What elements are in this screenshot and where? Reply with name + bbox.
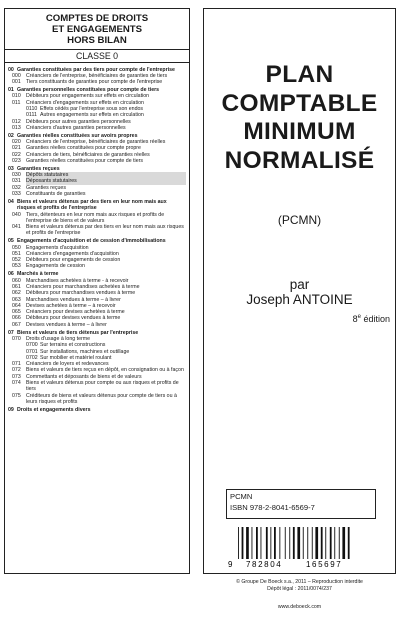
barcode-graphic — [226, 525, 376, 569]
account-label: Engagements de cession — [26, 263, 85, 270]
barcode-bar — [330, 527, 332, 559]
account-label: Sur installations, machines et outillage — [40, 348, 130, 355]
header-line: COMPTES DE DROITS — [45, 13, 149, 24]
by-label: par — [289, 277, 310, 292]
account-code: 041 — [12, 224, 21, 231]
account-label: Tiers, détenteurs en leur nom mais aux risques et profits de l'entreprise de biens et de valeurs — [26, 211, 165, 224]
account-code: 061 — [12, 283, 21, 290]
account-label: Débiteurs pour engagements de cession — [26, 257, 121, 264]
account-label: Créanciers de loyers et redevances — [26, 361, 109, 368]
header-line: HORS BILAN — [67, 35, 127, 46]
account-code: 06 — [8, 271, 14, 278]
account-label: Créanciers de tiers, bénéficiaires de garanties réelles — [26, 151, 150, 158]
account-label: Sur terrains et constructions — [40, 342, 106, 349]
account-label: Déposants statutaires — [26, 178, 186, 184]
account-label: Biens et valeurs détenus par des tiers en leur nom mais aux risques et profits de l'entreprise — [26, 224, 184, 237]
account-label: Garanties personnelles constituées pour compte de tiers — [17, 87, 160, 94]
account-code: 067 — [12, 321, 21, 328]
account-code: 051 — [12, 250, 21, 257]
account-code: 020 — [12, 139, 21, 146]
account-code: 066 — [12, 315, 21, 322]
account-code: 073 — [12, 373, 21, 380]
account-label: Engagements d'acquisition et de cession d'immobilisations — [17, 238, 166, 245]
account-code: 023 — [12, 157, 21, 164]
account-code: 02 — [8, 132, 14, 139]
account-label: Marchandises vendues à terme – à livrer — [26, 296, 121, 303]
barcode-bar — [297, 527, 300, 559]
account-code: 01 — [8, 87, 14, 94]
class-label: CLASSE 0 — [5, 50, 189, 63]
account-code: 0111 — [26, 112, 37, 119]
copyright-notice — [203, 579, 396, 592]
account-label: Créanciers de l'entreprise, bénéficiaires de garanties réelles — [26, 139, 166, 146]
barcode-bar — [256, 527, 258, 559]
barcode-bar — [325, 527, 326, 559]
account-code: 001 — [12, 79, 21, 86]
account-entry — [8, 125, 186, 131]
account-code: 063 — [12, 296, 21, 303]
copyright-line: © Groupe De Boeck s.a., 2011 – Reproduction interdite — [236, 579, 363, 585]
isbn-box — [226, 489, 376, 519]
account-label: Biens et valeurs de tiers reçus en dépôt, en consignation ou à façon — [26, 367, 184, 374]
account-label: Commettants et déposants de biens et de valeurs — [26, 373, 142, 380]
barcode-bar — [321, 527, 323, 559]
account-label: Créditeurs de biens et valeurs détenus pour compte de tiers ou à leurs risques et profits — [26, 392, 177, 405]
account-label: Sur mobilier et matériel roulant — [40, 354, 112, 361]
account-code: 03 — [8, 165, 14, 172]
account-label: Biens et valeurs détenus par des tiers en leur nom mais aux risques et profits de l'entreprise — [17, 198, 167, 212]
account-label: Biens et valeurs détenus pour compte ou aux risques et profits de tiers — [26, 380, 179, 393]
barcode-digits-left: 782804 — [246, 560, 283, 569]
barcode-bar — [246, 527, 249, 559]
account-label: Devises vendues à terme – à livrer — [26, 321, 107, 328]
account-label: Garanties réelles constituées pour compte propre — [26, 145, 141, 152]
account-label: Garanties réelles constituées pour compte de tiers — [26, 157, 144, 164]
edition-label — [262, 314, 390, 324]
account-code: 031 — [12, 178, 21, 185]
account-label: Créanciers pour marchandises achetées à terme — [26, 283, 140, 290]
account-label: Marchandises achetées à terme - à recevoir — [26, 277, 129, 284]
account-label: Marchés à terme — [17, 271, 59, 278]
account-label: Garanties reçues — [26, 184, 66, 191]
account-entry — [8, 199, 186, 212]
barcode-digit-first: 9 — [228, 560, 233, 569]
barcode-bar — [293, 527, 295, 559]
account-code: 050 — [12, 244, 21, 251]
account-label: Garanties constituées par des tiers pour compte de l'entreprise — [17, 66, 175, 73]
account-code: 05 — [8, 238, 14, 245]
barcode-bar — [261, 527, 262, 559]
account-label: Créanciers d'engagements d'acquisition — [26, 250, 119, 257]
account-label: Droits et engagements divers — [17, 406, 91, 413]
account-entry — [8, 191, 186, 197]
barcode — [226, 525, 376, 569]
account-code: 032 — [12, 184, 21, 191]
account-code: 060 — [12, 277, 21, 284]
account-code: 074 — [12, 380, 21, 386]
account-code: 071 — [12, 361, 21, 368]
edition-text: édition — [360, 314, 390, 324]
account-code: 022 — [12, 151, 21, 158]
barcode-bar — [274, 527, 276, 559]
barcode-bar — [285, 527, 286, 559]
account-code: 053 — [12, 263, 21, 270]
account-entry — [8, 380, 186, 393]
author-name: Joseph ANTOINE — [246, 292, 353, 307]
barcode-bar — [312, 527, 313, 559]
account-label: Débiteurs pour engagements sur effets en circulation — [26, 93, 150, 100]
account-code: 0700 — [26, 342, 38, 349]
account-entry — [8, 322, 186, 328]
account-label: Droits d'usage à long terme — [26, 335, 91, 342]
account-code: 062 — [12, 290, 21, 297]
barcode-bar — [266, 527, 268, 559]
account-entry — [8, 393, 186, 406]
account-label: Devises achetées à terme – à recevoir — [26, 302, 116, 309]
isbn-label: PCMN — [230, 492, 253, 501]
barcode-bar — [339, 527, 340, 559]
account-code: 000 — [12, 72, 21, 79]
account-list — [5, 63, 189, 413]
account-code: 011 — [12, 99, 21, 106]
account-label: Tiers constituants de garanties pour compte de l'entreprise — [26, 79, 163, 86]
account-code: 012 — [12, 118, 21, 125]
account-label: Débiteurs pour devises vendues à terme — [26, 315, 121, 322]
barcode-bar — [270, 527, 271, 559]
account-entry — [8, 158, 186, 164]
account-entry — [8, 263, 186, 269]
barcode-digits-right: 165697 — [306, 560, 343, 569]
barcode-bar — [238, 527, 239, 559]
account-code: 0701 — [26, 348, 38, 355]
account-code: 013 — [12, 124, 21, 131]
account-code: 09 — [8, 406, 14, 413]
account-label: Engagements d'acquisition — [26, 244, 89, 251]
account-code: 030 — [12, 172, 21, 179]
subtitle-acronym: (PCMN) — [277, 213, 322, 227]
account-entry — [8, 224, 186, 237]
account-entry — [8, 212, 186, 225]
publisher-website: www.deboeck.com — [277, 604, 322, 610]
barcode-bar — [334, 527, 335, 559]
account-label: Débiteurs pour marchandises vendues à terme — [26, 290, 136, 297]
account-code: 010 — [12, 93, 21, 100]
barcode-bar — [348, 527, 350, 559]
account-code: 07 — [8, 329, 14, 336]
account-label: Créanciers d'autres garanties personnelles — [26, 124, 126, 131]
account-label: Créanciers de l'entreprise, bénéficiaires de garanties de tiers — [26, 72, 168, 79]
title-line: PLAN — [265, 61, 334, 88]
edition-number: 8 — [352, 314, 358, 324]
barcode-bar — [315, 527, 318, 559]
book-title — [204, 61, 395, 175]
legal-deposit-line: Dépôt légal : 2011/0074/237 — [267, 585, 332, 592]
account-code: 070 — [12, 335, 21, 342]
isbn-number: ISBN 978-2-8041-6569-7 — [230, 502, 315, 512]
barcode-bar — [252, 527, 253, 559]
account-label: Effets cédés par l'entreprise sous son endos — [40, 105, 144, 112]
cover-panel — [203, 8, 396, 574]
barcode-bar — [342, 527, 345, 559]
barcode-bar — [303, 527, 304, 559]
account-label: Constituants de garanties — [26, 191, 86, 198]
account-table-panel — [4, 8, 190, 574]
account-code: 00 — [8, 66, 14, 73]
account-code: 033 — [12, 191, 21, 198]
account-label: Dépôts statutaires — [26, 172, 186, 178]
account-code: 0702 — [26, 354, 38, 361]
account-code: 040 — [12, 211, 21, 218]
account-entry — [8, 79, 186, 85]
edition-superscript: e — [357, 314, 361, 320]
title-line: NORMALISÉ — [224, 146, 375, 174]
account-label: Créanciers pour devises achetées à terme — [26, 309, 125, 316]
title-line: COMPTABLE — [221, 89, 378, 117]
barcode-bar — [307, 527, 308, 559]
account-label: Débiteurs pour autres garanties personnelles — [26, 118, 131, 125]
account-code: 072 — [12, 367, 21, 374]
account-code: 064 — [12, 302, 21, 309]
header-line: ET ENGAGEMENTS — [51, 24, 143, 35]
account-code: 021 — [12, 145, 21, 152]
account-label: Garanties reçues — [17, 165, 60, 172]
account-code: 0110 — [26, 105, 38, 112]
account-label: Autres engagements sur effets en circulation — [40, 112, 144, 119]
title-line: MINIMUM — [243, 118, 356, 145]
account-code: 04 — [8, 198, 14, 205]
account-label: Créanciers d'engagements sur effets en circulation — [26, 99, 144, 106]
account-code: 075 — [12, 392, 21, 399]
table-header — [5, 9, 189, 50]
account-code: 052 — [12, 257, 21, 264]
barcode-bar — [289, 527, 290, 559]
account-code: 065 — [12, 309, 21, 316]
account-label: Biens et valeurs de tiers détenus par l'entreprise — [17, 329, 139, 336]
barcode-bar — [242, 527, 244, 559]
account-label: Garanties réelles constituées sur avoirs propres — [17, 132, 138, 139]
barcode-bar — [279, 527, 280, 559]
account-entry — [8, 407, 186, 413]
